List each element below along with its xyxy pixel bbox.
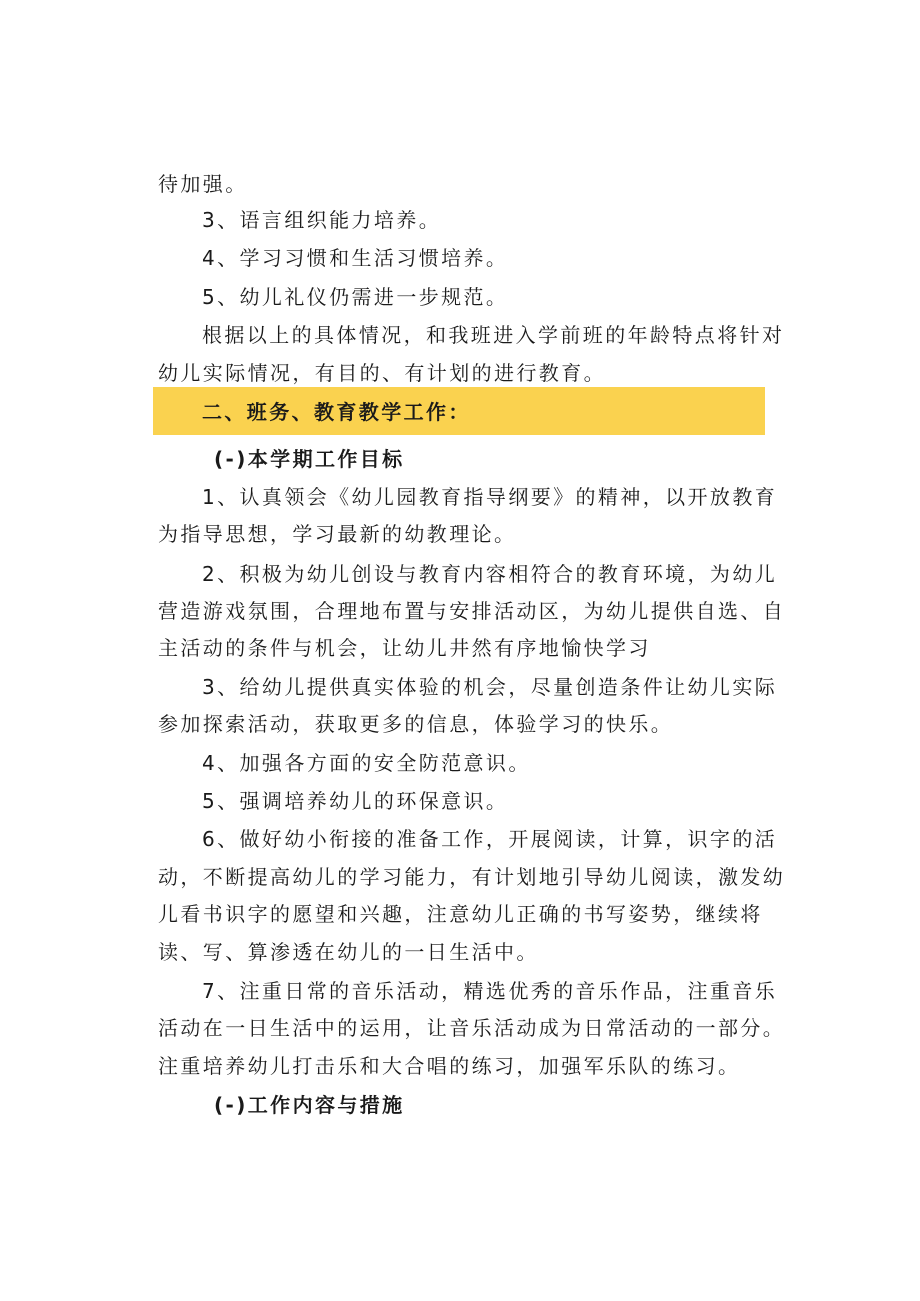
goal-2-line-1: 2、积极为幼儿创设与教育内容相符合的教育环境，为幼儿 xyxy=(202,562,778,586)
goal-5: 5、强调培养幼儿的环保意识。 xyxy=(202,789,509,813)
goal-3-line-1: 3、给幼儿提供真实体验的机会，尽量创造条件让幼儿实际 xyxy=(202,675,778,699)
summary-line-2: 幼儿实际情况，有目的、有计划的进行教育。 xyxy=(158,361,606,385)
goal-6-line-4: 读、写、算渗透在幼儿的一日生活中。 xyxy=(158,940,539,964)
goal-7-line-3: 注重培养幼儿打击乐和大合唱的练习，加强军乐队的练习。 xyxy=(158,1054,741,1078)
goal-7-line-2: 活动在一日生活中的运用，让音乐活动成为日常活动的一部分。 xyxy=(158,1016,786,1040)
goal-1-line-1: 1、认真领会《幼儿园教育指导纲要》的精神，以开放教育 xyxy=(202,485,778,509)
list-item-5: 5、幼儿礼仪仍需进一步规范。 xyxy=(202,285,509,309)
summary-line-1: 根据以上的具体情况，和我班进入学前班的年龄特点将针对 xyxy=(202,323,785,347)
section-2-heading: 二、班务、教育教学工作： xyxy=(202,400,471,424)
goal-1-line-2: 为指导思想，学习最新的幼教理论。 xyxy=(158,522,517,546)
goal-6-line-3: 儿看书识字的愿望和兴趣，注意幼儿正确的书写姿势，继续将 xyxy=(158,902,763,926)
list-item-4: 4、学习习惯和生活习惯培养。 xyxy=(202,246,509,270)
goal-6-line-1: 6、做好幼小衔接的准备工作，开展阅读，计算，识字的活 xyxy=(202,827,778,851)
goal-2-line-2: 营造游戏氛围，合理地布置与安排活动区，为幼儿提供自选、自 xyxy=(158,599,786,623)
list-item-3: 3、语言组织能力培养。 xyxy=(202,208,442,232)
goal-2-line-3: 主活动的条件与机会，让幼儿井然有序地愉快学习 xyxy=(158,636,651,660)
goal-6-line-2: 动，不断提高幼儿的学习能力，有计划地引导幼儿阅读，激发幼 xyxy=(158,865,786,889)
goal-4: 4、加强各方面的安全防范意识。 xyxy=(202,751,531,775)
goal-3-line-2: 参加探索活动，获取更多的信息，体验学习的快乐。 xyxy=(158,712,674,736)
subsection-1-heading: (-)本学期工作目标 xyxy=(214,447,405,471)
goal-7-line-1: 7、注重日常的音乐活动，精选优秀的音乐作品，注重音乐 xyxy=(202,979,778,1003)
subsection-2-heading: (-)工作内容与措施 xyxy=(214,1093,405,1117)
paragraph-tail: 待加强。 xyxy=(158,172,248,196)
